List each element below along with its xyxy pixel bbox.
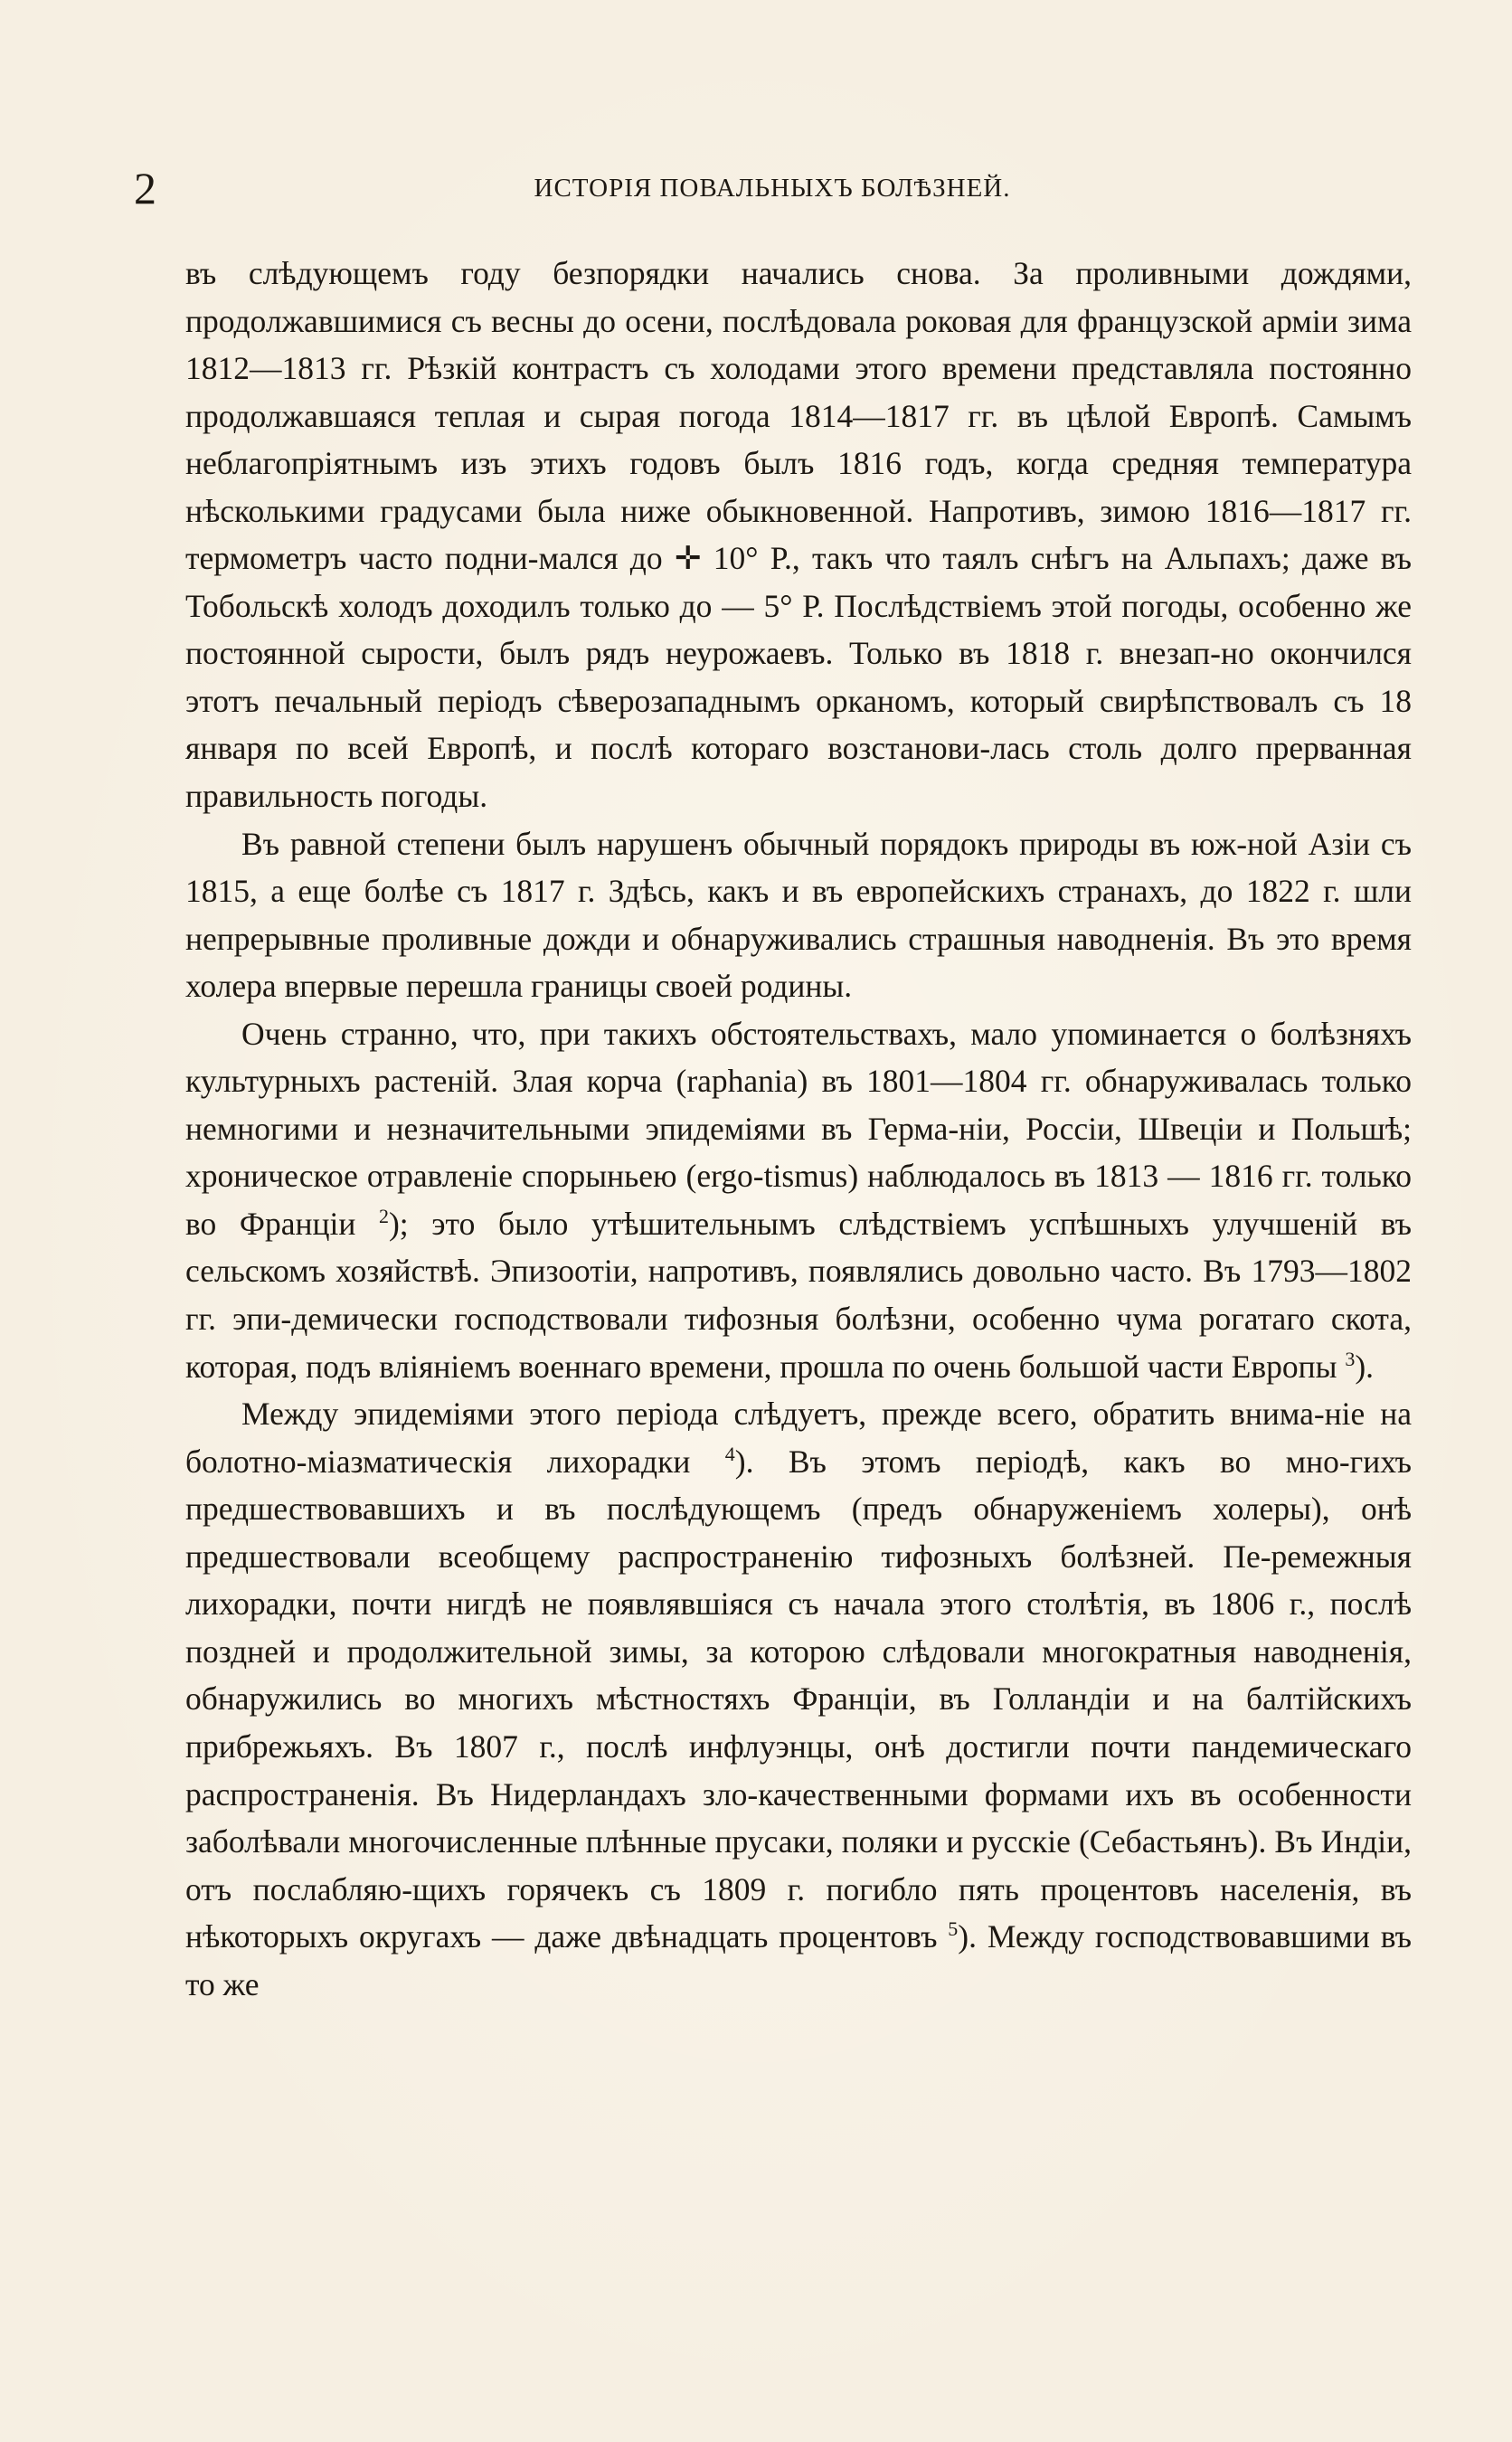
paragraph-text: ). <box>1355 1348 1375 1385</box>
paragraph <box>185 1390 1412 2008</box>
paragraph-text: въ слѣдующемъ году безпорядки начались снова. За проливными дождями, продолжавшимися съ весны до осени, послѣдовала роковая для французской арміи зима 1812—1813 гг. Рѣзкій контрастъ съ холодами этого времени представляла постоянно продолжавшаяся теплая и сырая погода 1814—1817 гг. въ цѣлой Европѣ. Самымъ неблагопріятнымъ изъ этихъ годовъ былъ 1816 годъ, когда средняя температура нѣсколькими градусами была ниже обыкновенной. Напротивъ, зимою 1816—1817 гг. термометръ часто подни-мался до ✛ 10° Р., такъ что таялъ снѣгъ на Альпахъ; даже въ Тобольскѣ холодъ доходилъ только до — 5° Р. Послѣдствіемъ этой погоды, особенно же постоянной сырости, былъ рядъ неурожаевъ. Только въ 1818 г. внезап-но окончился этотъ печальный періодъ сѣверозападнымъ орканомъ, который свирѣпствовалъ съ 18 января по всей Европѣ, и послѣ котораго возстанови-лась столь долго прерванная правильность погоды. <box>185 255 1412 815</box>
footnote-marker: 5 <box>948 1917 959 1941</box>
paragraph-text: Очень странно, что, при такихъ обстоятельствахъ, мало упоминается о болѣзняхъ культурныхъ растеній. Злая корча (raphania) въ 1801—1804 гг. обнаруживалась только немногими и незначительными эпидеміями въ Герма-ніи, Россіи, Швеціи и Польшѣ; хроническое отравленіе спорыньею (ergo-tismus) наблюдалось въ 1813 — 1816 гг. только во Франціи <box>185 1015 1412 1242</box>
paragraph <box>185 250 1412 820</box>
page-header <box>134 161 1411 215</box>
paragraph-text: Между эпидеміями этого періода слѣдуетъ, прежде всего, обратить внима-ніе на болотно-міазматическія лихорадки <box>185 1396 1412 1480</box>
paragraph-text: ). Между господствовавшими въ то же <box>185 1918 1412 2002</box>
footnote-marker: 4 <box>724 1442 735 1465</box>
page-number: 2 <box>134 163 156 213</box>
footnote-marker: 2 <box>378 1205 389 1228</box>
paragraph <box>185 820 1412 1010</box>
body-text <box>185 250 1412 2008</box>
running-head: ИСТОРІЯ ПОВАЛЬНЫХЪ БОЛѢЗНЕЙ. <box>534 174 1011 203</box>
paragraph-text: Въ равной степени былъ нарушенъ обычный порядокъ природы въ юж-ной Азіи съ 1815, а еще болѣе съ 1817 г. Здѣсь, какъ и въ европейскихъ странахъ, до 1822 г. шли непрерывные проливные дожди и обнаруживались страшныя наводненія. Въ это время холера впервые перешла границы своей родины. <box>185 825 1412 1005</box>
footnote-marker: 3 <box>1345 1347 1356 1370</box>
paragraph-text: ). Въ этомъ періодѣ, какъ во мно-гихъ предшествовавшихъ и въ послѣдующемъ (предъ обнаруженіемъ холеры), онѣ предшествовали всеобщему распространенію тифозныхъ болѣзней. Пе-ремежныя лихорадки, почти нигдѣ не появлявшіяся съ начала этого столѣтія, въ 1806 г., послѣ поздней и продолжительной зимы, за которою слѣдовали многократныя наводненія, обнаружились во многихъ мѣстностяхъ Франціи, въ Голландіи и на балтійскихъ прибрежьяхъ. Въ 1807 г., послѣ инфлуэнцы, онѣ достигли почти пандемическаго распространенія. Въ Нидерландахъ зло-качественными формами ихъ въ особенности заболѣвали многочисленные плѣнные прусаки, поляки и русскіе (Себастьянъ). Въ Индіи, отъ послабляю-щихъ горячекъ съ 1809 г. погибло пять процентовъ населенія, въ нѣкоторыхъ округахъ — даже двѣнадцать процентовъ <box>185 1443 1412 1955</box>
paragraph-text: ); это было утѣшительнымъ слѣдствіемъ успѣшныхъ улучшеній въ сельскомъ хозяйствѣ. Эпизоотіи, напротивъ, появлялись довольно часто. Въ 1793—1802 гг. эпи-демически господствовали тифозныя болѣзни, особенно чума рогатаго скота, которая, подъ вліяніемъ военнаго времени, прошла по очень большой части Европы <box>185 1205 1412 1385</box>
paragraph <box>185 1010 1412 1390</box>
